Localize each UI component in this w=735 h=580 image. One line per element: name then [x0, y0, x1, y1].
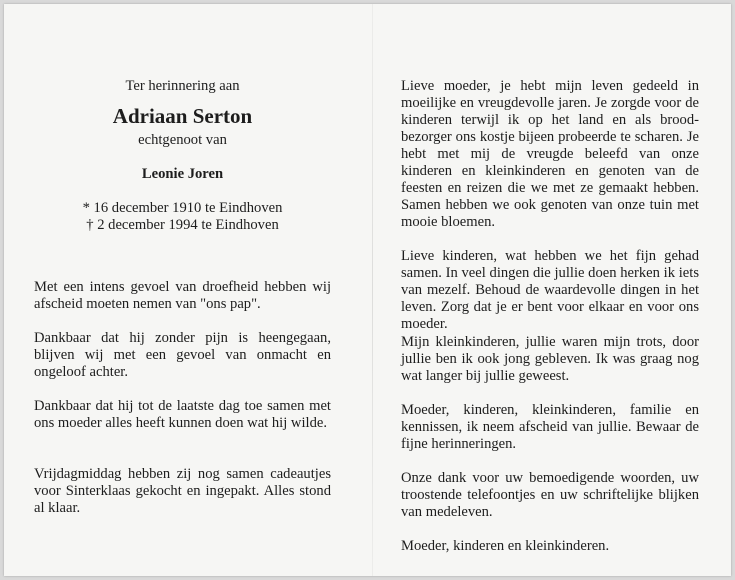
deceased-name: Adriaan Serton: [112, 104, 253, 128]
left-paragraph-2: Dankbaar dat hij zonder pijn is heengegaan, blijven wij met een gevoel van onmacht en ongeloof achter.: [34, 330, 331, 380]
right-paragraph-5: Onze dank voor uw bemoedigende woorden, uw troostende telefoontjes en uw schriftelijke blijken van medeleven.: [401, 470, 699, 520]
right-paragraph-4: Moeder, kinderen, kleinkinderen, familie en kennissen, ik neem afscheid van jullie. Bewaar de fijne herinneringen.: [401, 402, 699, 452]
card-fold: [372, 4, 373, 576]
birth-line: * 16 december 1910 te Eindhoven: [82, 200, 283, 216]
intro-text: Ter herinnering aan: [125, 78, 240, 94]
right-paragraph-2: Lieve kinderen, wat hebben we het fijn gehad samen. In veel dingen die jullie doen herken ik iets van mezelf. Behoud de waardevolle dingen in het leven. Zorg dat je er bent voor elkaar en voor ons moeder.: [401, 248, 699, 332]
right-paragraph-3: Mijn kleinkinderen, jullie waren mijn trots, door jullie ben ik ook jong gebleven. Ik was graag nog wat langer bij jullie geweest.: [401, 334, 699, 384]
left-paragraph-3: Dankbaar dat hij tot de laatste dag toe samen met ons moeder alles heeft kunnen doen wat hij wilde.: [34, 398, 331, 431]
left-paragraph-1: Met een intens gevoel van droefheid hebben wij afscheid moeten nemen van "ons pap".: [34, 279, 331, 312]
death-line: † 2 december 1994 te Eindhoven: [86, 217, 279, 233]
right-paragraph-6: Moeder, kinderen en kleinkinderen.: [401, 538, 610, 554]
spouse-name: Leonie Joren: [141, 166, 224, 182]
spouse-label: echtgenoot van: [138, 132, 227, 148]
memorial-card: [4, 4, 731, 576]
right-paragraph-1: Lieve moeder, je hebt mijn leven gedeeld in moeilijke en vreugdevolle jaren. Je zorgde voor de kinderen terwijl ik op het land en als brood-bezorger ons kostje bijeen probeerde te scharen. Je hebt met mij de vreugde beleefd van onze kinderen en kleinkinderen en genoten van de feesten en reizen die we met ze gemaakt hebben. Samen hebben we ook genoten van onze tuin met mooie bloemen.: [401, 78, 699, 230]
left-paragraph-4: Vrijdagmiddag hebben zij nog samen cadeautjes voor Sinterklaas gekocht en ingepakt. Alles stond al klaar.: [34, 466, 331, 516]
